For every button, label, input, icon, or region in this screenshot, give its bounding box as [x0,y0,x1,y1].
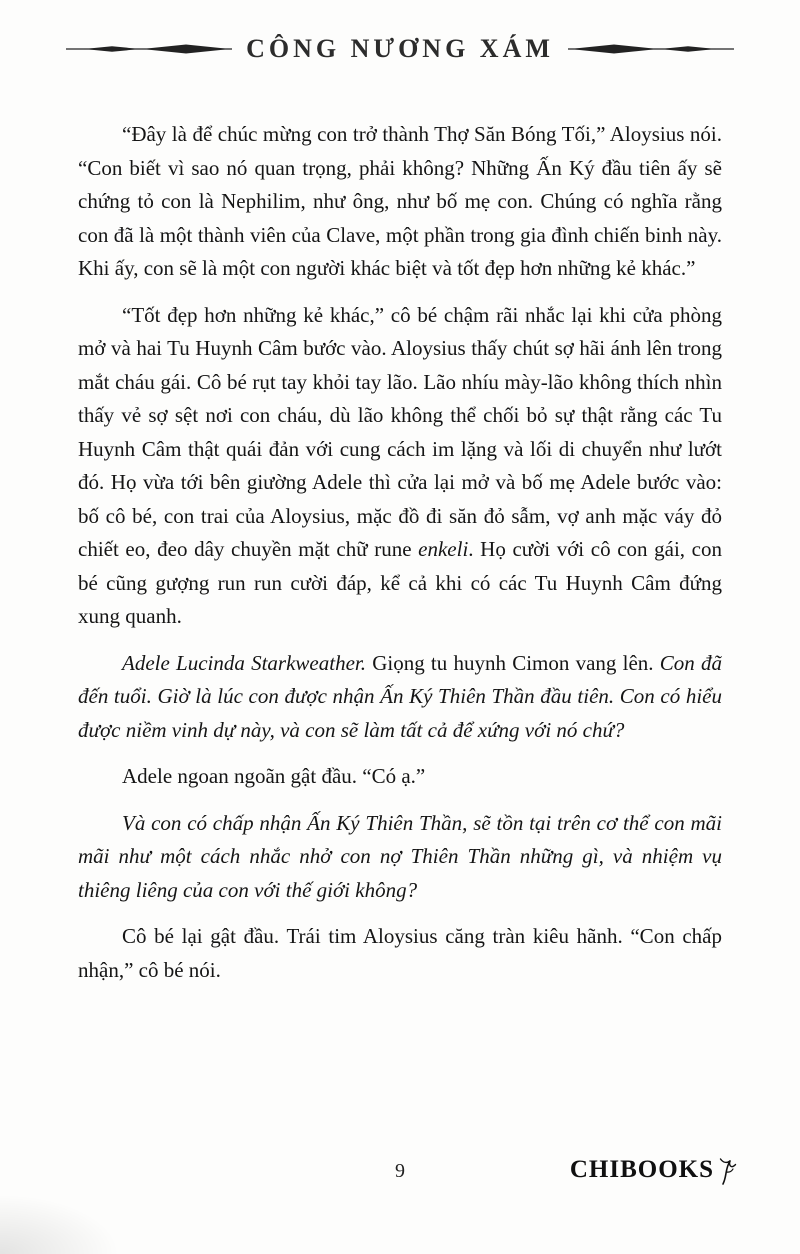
paragraph [78,807,722,908]
paragraph [78,118,722,286]
text-run-italic: Con đã đến tuổi. Giờ là lúc con được nhận Ấn Ký Thiên Thần đầu tiên. Con có hiểu được niềm vinh dự này, và con sẽ làm tất cả để xứng với nó chứ? [78,650,722,742]
text-run: “Đây là để chúc mừng con trở thành Thợ Săn Bóng Tối,” Aloysius nói. “Con biết vì sao nó quan trọng, phải không? Những Ấn Ký đầu tiên ấy sẽ chứng tỏ con là Nephilim, như ông, như bố mẹ con. Chúng có nghĩa rằng con đã là một thành viên của Clave, một phần trong gia đình chiến binh này. Khi ấy, con sẽ là một con người khác biệt và tốt đẹp hơn những kẻ khác.” [78,122,722,280]
page-number: 9 [395,1160,405,1182]
paragraph [78,647,722,748]
publisher-logo [570,1156,738,1186]
text-run: “Tốt đẹp hơn những kẻ khác,” cô bé chậm rãi nhắc lại khi cửa phòng mở và hai Tu Huynh Câm bước vào. Aloysius thấy chút sợ hãi ánh lên trong mắt cháu gái. Cô bé rụt tay khỏi tay lão. Lão nhíu mày-lão không thích nhìn thấy vẻ sợ sệt nơi con cháu, dù lão không thể chối bỏ sự thật rằng các Tu Huynh Câm thật quái đản với cung cách im lặng và lối di chuyển như lướt đó. Họ vừa tới bên giường Adele thì cửa lại mở và bố mẹ Adele bước vào: bố cô bé, con trai của Aloysius, mặc đồ đi săn đỏ sẫm, vợ anh mặc váy đỏ chiết eo, đeo dây chuyền mặt chữ rune [78,302,722,561]
text-run-italic: Và con có chấp nhận Ấn Ký Thiên Thần, sẽ tồn tại trên cơ thể con mãi mãi như một cách nhắc nhở con nợ Thiên Thần những gì, và nhiệm vụ thiêng liêng của con với thế giới không? [78,810,722,902]
publisher-name: CHIBOOKS [569,1156,714,1183]
text-run-italic: enkeli [418,537,469,561]
text-run: Adele ngoan ngoãn gật đầu. “Có ạ.” [122,764,426,788]
page-header [0,34,800,64]
text-run: . Họ cười với cô con gái, con bé cũng gượng run run cười đáp, kể cả khi có các Tu Huynh Câm đứng xung quanh. [78,537,722,628]
text-run: Giọng tu huynh Cimon vang lên. [365,650,660,675]
text-run: Cô bé lại gật đầu. Trái tim Aloysius căng tràn kiêu hãnh. “Con chấp nhận,” cô bé nói. [78,924,722,982]
page-body [78,118,722,1000]
header-ornament-left-icon [64,41,234,57]
header-ornament-right-icon [566,41,736,57]
paragraph [78,920,722,987]
text-run-italic: Adele Lucinda Starkweather. [122,650,366,675]
paragraph [78,299,722,634]
paragraph [78,760,722,794]
publisher-flourish-icon [716,1158,738,1186]
page-title: CÔNG NƯƠNG XÁM [246,34,554,63]
